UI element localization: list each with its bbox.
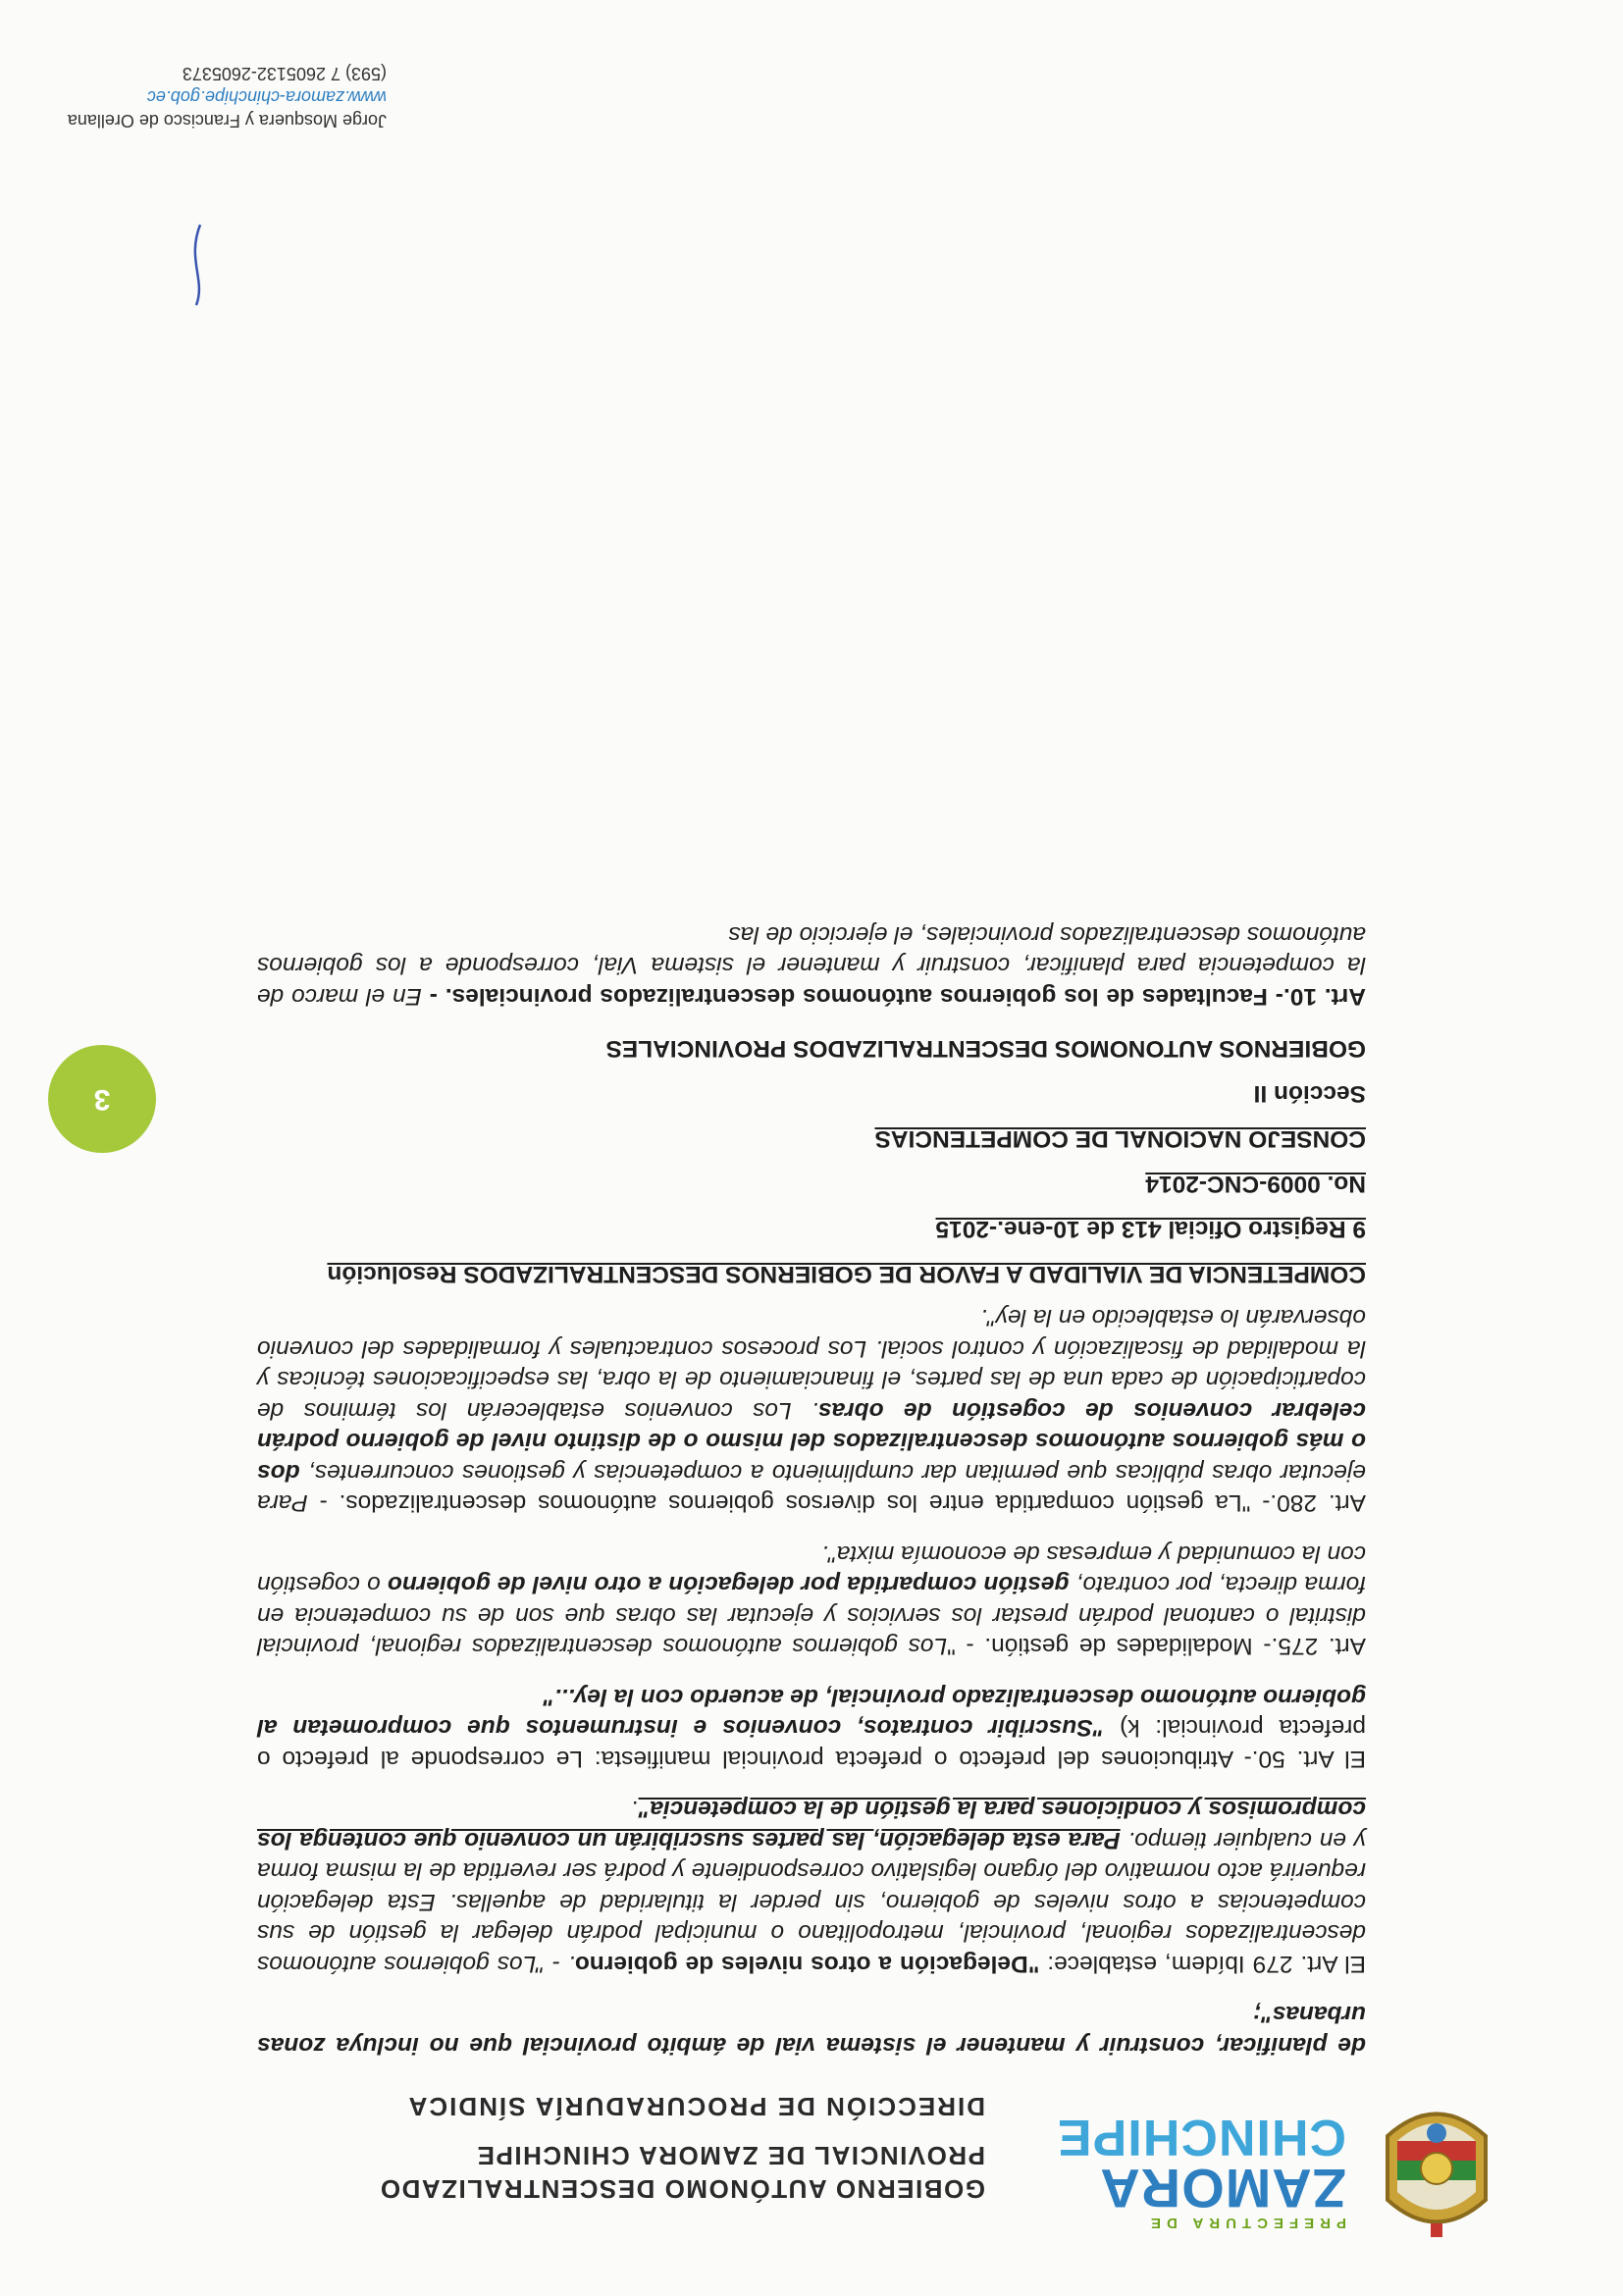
paragraph-art-280 bbox=[257, 1302, 1366, 1519]
brand-line-zamora: ZAMORA bbox=[1099, 2158, 1346, 2219]
document-body bbox=[257, 908, 1366, 2061]
paragraph-art-10 bbox=[257, 919, 1366, 1013]
letterhead bbox=[0, 2070, 1623, 2296]
department-name: DIRECCIÓN DE PROCURADURÍA SÍNDICA bbox=[406, 2092, 985, 2121]
paragraph-emphasis: dos o más gobiernos autónomos descentralizados del mismo o de distinto nivel de gobierno podrán celebrar convenios de cogestión de obras bbox=[257, 1397, 1366, 1486]
paragraph-continuation bbox=[257, 1999, 1366, 2061]
paragraph-art-279 bbox=[257, 1794, 1366, 1979]
footer-address: Jorge Mosquera y Francisco de Orellana bbox=[67, 111, 387, 130]
handwritten-mark bbox=[181, 221, 210, 309]
paragraph-emphasis: Para esta delegación, las partes suscribirán un convenio que contenga los compromisos y condiciones para la gestión de la competencia" bbox=[257, 1796, 1366, 1853]
section-heading: Sección II bbox=[1253, 1080, 1366, 1107]
council-heading: CONSEJO NACIONAL DE COMPETENCIAS bbox=[874, 1125, 1366, 1152]
page-number-badge: 3 bbox=[48, 1045, 156, 1153]
footer-contact bbox=[63, 62, 387, 132]
paragraph-art-275 bbox=[257, 1539, 1366, 1662]
footer-phone: (593) 7 2605132-2605373 bbox=[182, 64, 387, 83]
paragraph-text: El Art. 279 Ibídem, establece: bbox=[1039, 1951, 1366, 1977]
paragraph-text: Los gobiernos autónomos descentralizados regional, provincial distrital o cantonal podrán prestar los servicios y ejecutar las obras que son de su competencia en forma directa, por contrato, bbox=[256, 1571, 1366, 1660]
brand-prefectura-label: PREFECTURA DE bbox=[1145, 2215, 1346, 2231]
brand-line-chinchipe: CHINCHIPE bbox=[1056, 2109, 1346, 2166]
registro-oficial-heading: 9 Registro Oficial 413 de 10-ene.-2015 bbox=[935, 1216, 1366, 1242]
paragraph-text: de planificar, construir y mantener el sistema vial de ámbito provincial que no incluya zonas urbanas"; bbox=[257, 2001, 1366, 2059]
provincial-governments-heading: GOBIERNOS AUTONOMOS DESCENTRALIZADOS PROVINCIALES bbox=[605, 1035, 1366, 1062]
org-name-line1: GOBIERNO AUTÓNOMO DESCENTRALIZADO bbox=[379, 2174, 985, 2204]
resolution-heading: COMPETENCIA DE VIALIDAD A FAVOR DE GOBIERNOS DESCENTRALIZADOS Resolución bbox=[327, 1261, 1366, 1287]
provincial-crest-logo bbox=[1368, 2092, 1505, 2239]
brand-logotype bbox=[1056, 2109, 1346, 2219]
paragraph-text: El Art. 50.- Atribuciones del prefecto o prefecta provincial manifiesta: Le corresponde al prefecto o prefecta provincial: k) bbox=[257, 1714, 1366, 1772]
paragraph-emphasis: gestión compartida por delegación a otro nivel de gobierno bbox=[387, 1571, 1070, 1598]
paragraph-emphasis: "Suscribir contratos, convenios e instrumentos que comprometan al gobierno autónomo descentralizado provincial, de acuerdo con la ley..." bbox=[257, 1684, 1366, 1742]
paragraph-text: . - "Los gobiernos autónomos descentralizados regional, provincial, metropolitano o municipal podrán delegar la gestión de sus competencias a otros niveles de gobierno, sin perder la titularidad de aquellas. Esta delegación requerirá acto normativo del órgano legislativo correspondiente y podrá ser revertida de la misma forma y en cualquier tiempo. bbox=[256, 1827, 1366, 1977]
paragraph-text: Art. 280.- "La gestión compartida entre los diversos gobiernos autónomos descentralizados. - bbox=[307, 1489, 1366, 1517]
resolution-number: No. 0009-CNC-2014 bbox=[1145, 1171, 1366, 1197]
paragraph-text: o cogestión con la comunidad y empresas de economía mixta". bbox=[257, 1540, 1366, 1598]
footer-website-link[interactable]: www.zamora-chinchipe.gob.ec bbox=[146, 87, 387, 107]
paragraph-text: Para ejecutar obras públicas que permitan dar cumplimiento a competencias y gestiones concurrentes, bbox=[257, 1459, 1366, 1517]
paragraph-text: . bbox=[631, 1796, 639, 1823]
paragraph-text: . Los convenios establecerán los términos de coparticipación de cada una de las partes, el financiamiento de la obra, las especificaciones técnicas y la modalidad de fiscalización y control social. Los procesos contractuales y formalidades del convenio observarán lo establecido en la ley". bbox=[257, 1304, 1366, 1424]
paragraph-art-50 bbox=[257, 1682, 1366, 1775]
organization-block bbox=[102, 2090, 985, 2206]
paragraph-emphasis: Art. 10.- Facultades de los gobiernos autónomos descentralizados provinciales. - bbox=[421, 983, 1366, 1010]
paragraph-text: Art. 275.- Modalidades de gestión. - " bbox=[947, 1633, 1366, 1660]
paragraph-text: En el marco de la competencia para planificar, construir y mantener el sistema Vial, corresponde a los gobiernos autónomos descentralizados provinciales, el ejercicio de las bbox=[256, 921, 1366, 1010]
paragraph-emphasis: "Delegación a otros niveles de gobierno bbox=[574, 1951, 1040, 1977]
org-name-line2: PROVINCIAL DE ZAMORA CHINCHIPE bbox=[476, 2141, 985, 2170]
